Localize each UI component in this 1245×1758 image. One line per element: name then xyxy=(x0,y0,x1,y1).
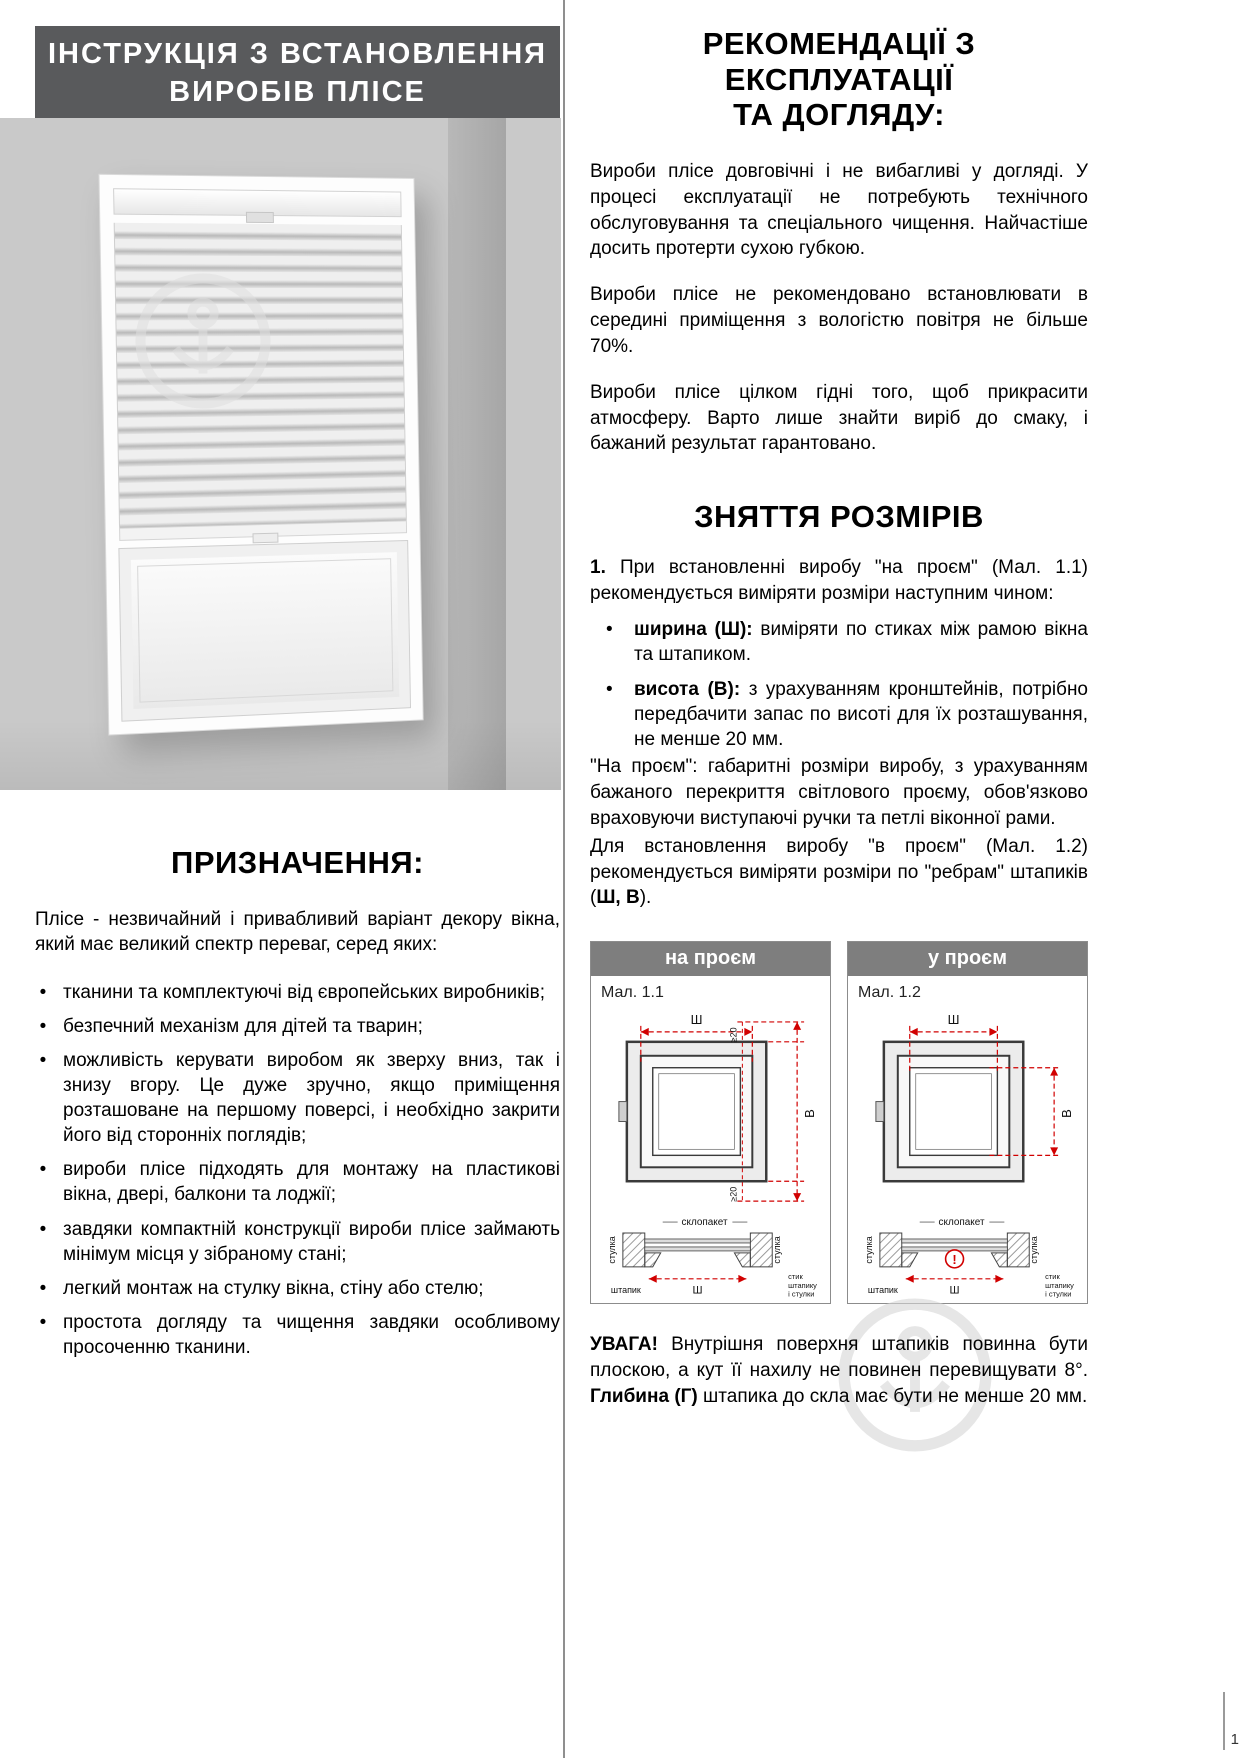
gap-bottom-label: ≥20 xyxy=(728,1186,739,1202)
joint-label-1: стик xyxy=(788,1272,803,1282)
product-photo xyxy=(0,118,561,790)
diagram-panel-u-proem xyxy=(847,941,1088,1304)
diagram-header: на проєм xyxy=(591,942,830,976)
attention-lead: УВАГА! xyxy=(590,1333,658,1355)
diagram-header: у проєм xyxy=(848,942,1087,976)
bullet-dot: • xyxy=(606,618,613,640)
height-dimension-label: В xyxy=(802,1109,818,1119)
joint-label-2: штапику xyxy=(1045,1280,1074,1290)
sash-left-label: стулка xyxy=(863,1236,874,1264)
bullet-dot: • xyxy=(39,1218,47,1240)
width-dimension-label: Ш xyxy=(947,1012,960,1028)
list-item xyxy=(35,1310,560,1360)
purpose-heading: ПРИЗНАЧЕННЯ: xyxy=(171,845,424,880)
window-illustration xyxy=(98,174,423,736)
list-item xyxy=(35,1014,560,1039)
bullet-dot: • xyxy=(39,1159,47,1181)
care-paragraph: Вироби плісе цілком гідні того, щоб прикрасити атмосферу. Варто лише знайти виріб до смаку, і бажаний результат гарантовано. xyxy=(590,381,1088,455)
bullet-text: завдяки компактній конструкції вироби плісе займають мінімум місця у зібраному стані; xyxy=(63,1218,560,1265)
diagram-body xyxy=(591,976,830,1303)
bullet-dot: • xyxy=(606,679,613,701)
bullet-text: вироби плісе підходять для монтажу на пластикові вікна, двері, балкони та лоджії; xyxy=(63,1159,560,1206)
list-item xyxy=(35,1276,560,1301)
joint-label-2: штапику xyxy=(788,1280,817,1290)
right-column xyxy=(590,26,1088,1409)
figure-label: Мал. 1.1 xyxy=(601,984,664,1002)
attention-bold: Глибина (Г) xyxy=(590,1385,698,1407)
measure-intro-lead: 1. xyxy=(590,557,606,579)
width-dimension-label: Ш xyxy=(690,1012,703,1028)
measure-intro xyxy=(590,555,1088,607)
figure-label: Мал. 1.2 xyxy=(858,984,921,1002)
glazing-label: склопакет xyxy=(681,1217,728,1229)
warning-mark: ! xyxy=(952,1252,957,1268)
gap-top-label: ≥20 xyxy=(728,1027,739,1043)
measure-bullet-list xyxy=(590,617,1088,752)
measure-intro-text: При встановленні виробу "на проєм" (Мал. 1.1) рекомендується виміряти розміри наступним чином: xyxy=(590,557,1088,605)
window-diagram-2 xyxy=(850,1002,1085,1301)
care-paragraph: Вироби плісе не рекомендовано встановлювати в середині приміщення з вологістю повітря не більше 70%. xyxy=(590,284,1088,357)
measure-paragraph xyxy=(590,834,1088,911)
sash-right-label: стулка xyxy=(772,1236,783,1264)
diagram-body xyxy=(848,976,1087,1303)
bullet-text: простота догляду та чищення завдяки особливому просоченню тканини. xyxy=(63,1311,560,1358)
measure-paragraph: "На проєм": габаритні розміри виробу, з урахуванням бажаного перекриття світлового проєму, обов'язково враховуючи виступаючі ручки та петлі віконної рами. xyxy=(590,756,1088,829)
list-item xyxy=(35,1048,560,1148)
page-number-rule xyxy=(1223,1692,1225,1750)
bead-label: штапик xyxy=(867,1284,898,1295)
care-paragraph: Вироби плісе довговічні і не вибагливі у догляді. У процесі експлуатації не потребують технічного обслуговування та спеціального чищення. Найчастіше досить протерти сухою губкою. xyxy=(590,160,1088,260)
floor-shadow xyxy=(0,720,561,790)
purpose-intro: Плісе - незвичайний і привабливий варіант декору вікна, який має великий спектр переваг, серед яких: xyxy=(35,909,560,956)
bullet-text: тканини та комплектуючі від європейських виробників; xyxy=(63,981,546,1003)
measurement-diagrams xyxy=(590,941,1088,1304)
purpose-bullet-list xyxy=(35,980,560,1360)
list-item xyxy=(35,1157,560,1207)
window-glass xyxy=(119,541,410,721)
bullet-lead: ширина (Ш): xyxy=(634,618,753,640)
height-dimension-label: В xyxy=(1059,1109,1075,1119)
bullet-dot: • xyxy=(39,1015,47,1037)
joint-label-1: стик xyxy=(1045,1272,1060,1282)
bullet-text xyxy=(634,617,1088,667)
measure-p2-text: Для встановлення виробу "в проєм" (Мал. 1.2) рекомендується виміряти розміри по "ребрам" штапиків ( xyxy=(590,835,1088,909)
title-line-2: ВИРОБІВ ПЛІСЕ xyxy=(169,75,426,108)
purpose-section xyxy=(35,845,560,1369)
measure-p2-bold: Ш, В xyxy=(596,887,640,909)
joint-label-3: і стулки xyxy=(788,1289,815,1299)
sash-right-label: стулка xyxy=(1029,1236,1040,1264)
bullet-dot: • xyxy=(39,1050,47,1072)
bullet-dot: • xyxy=(39,1311,47,1333)
measure-heading: ЗНЯТТЯ РОЗМІРІВ xyxy=(694,499,984,535)
title-line-1: ІНСТРУКЦІЯ З ВСТАНОВЛЕННЯ xyxy=(47,38,548,70)
attention-text-2: штапика до скла має бути не менше 20 мм. xyxy=(697,1385,1088,1407)
window-diagram-1 xyxy=(593,1002,828,1301)
attention-paragraph xyxy=(590,1332,1088,1409)
bullet-rest: з урахуванням кронштейнів, потрібно передбачити запас по висоті для їх розташування, не менше 20 мм. xyxy=(634,679,1088,751)
pleated-fabric xyxy=(114,223,407,528)
page-title-banner xyxy=(35,26,560,123)
care-heading xyxy=(590,26,1088,133)
bead-label: штапик xyxy=(610,1284,641,1295)
list-item xyxy=(35,980,560,1005)
width-bottom-label: Ш xyxy=(949,1284,960,1297)
list-item xyxy=(590,617,1088,667)
page-number xyxy=(1223,1692,1239,1750)
bullet-rest: виміряти по стиках між рамою вікна та штапиком. xyxy=(634,618,1088,665)
bullet-text: можливість керувати виробом як зверху вниз, так і знизу вгору. Це дуже зручно, якщо приміщення розташоване на першому поверсі, і необхідно закрити його від сторонніх поглядів; xyxy=(63,1050,560,1147)
measure-p2-tail: ). xyxy=(639,887,652,909)
sash-left-label: стулка xyxy=(606,1236,617,1264)
list-item xyxy=(35,1217,560,1267)
bullet-text: безпечний механізм для дітей та тварин; xyxy=(63,1015,423,1037)
bullet-text xyxy=(634,677,1088,752)
page-number-value: 1 xyxy=(1230,1731,1239,1748)
attention-text-1: Внутрішня поверхня штапиків повинна бути плоскою, а кут її нахилу не повинен перевищувати 8°. xyxy=(590,1333,1088,1381)
bullet-lead: висота (В): xyxy=(634,679,741,701)
column-divider xyxy=(563,0,565,1758)
bullet-text: легкий монтаж на стулку вікна, стіну або стелю; xyxy=(63,1277,484,1299)
bullet-dot: • xyxy=(39,981,47,1003)
care-heading-line2: ТА ДОГЛЯДУ: xyxy=(733,97,945,133)
diagram-panel-na-proem xyxy=(590,941,831,1304)
joint-label-3: і стулки xyxy=(1045,1289,1072,1299)
wall-reveal xyxy=(448,118,506,790)
glazing-label: склопакет xyxy=(938,1217,985,1229)
blind-headrail xyxy=(113,188,402,217)
care-heading-line1: РЕКОМЕНДАЦІЇ З ЕКСПЛУАТАЦІЇ xyxy=(702,26,976,97)
bullet-dot: • xyxy=(39,1277,47,1299)
width-bottom-label: Ш xyxy=(692,1284,703,1297)
list-item xyxy=(590,677,1088,752)
